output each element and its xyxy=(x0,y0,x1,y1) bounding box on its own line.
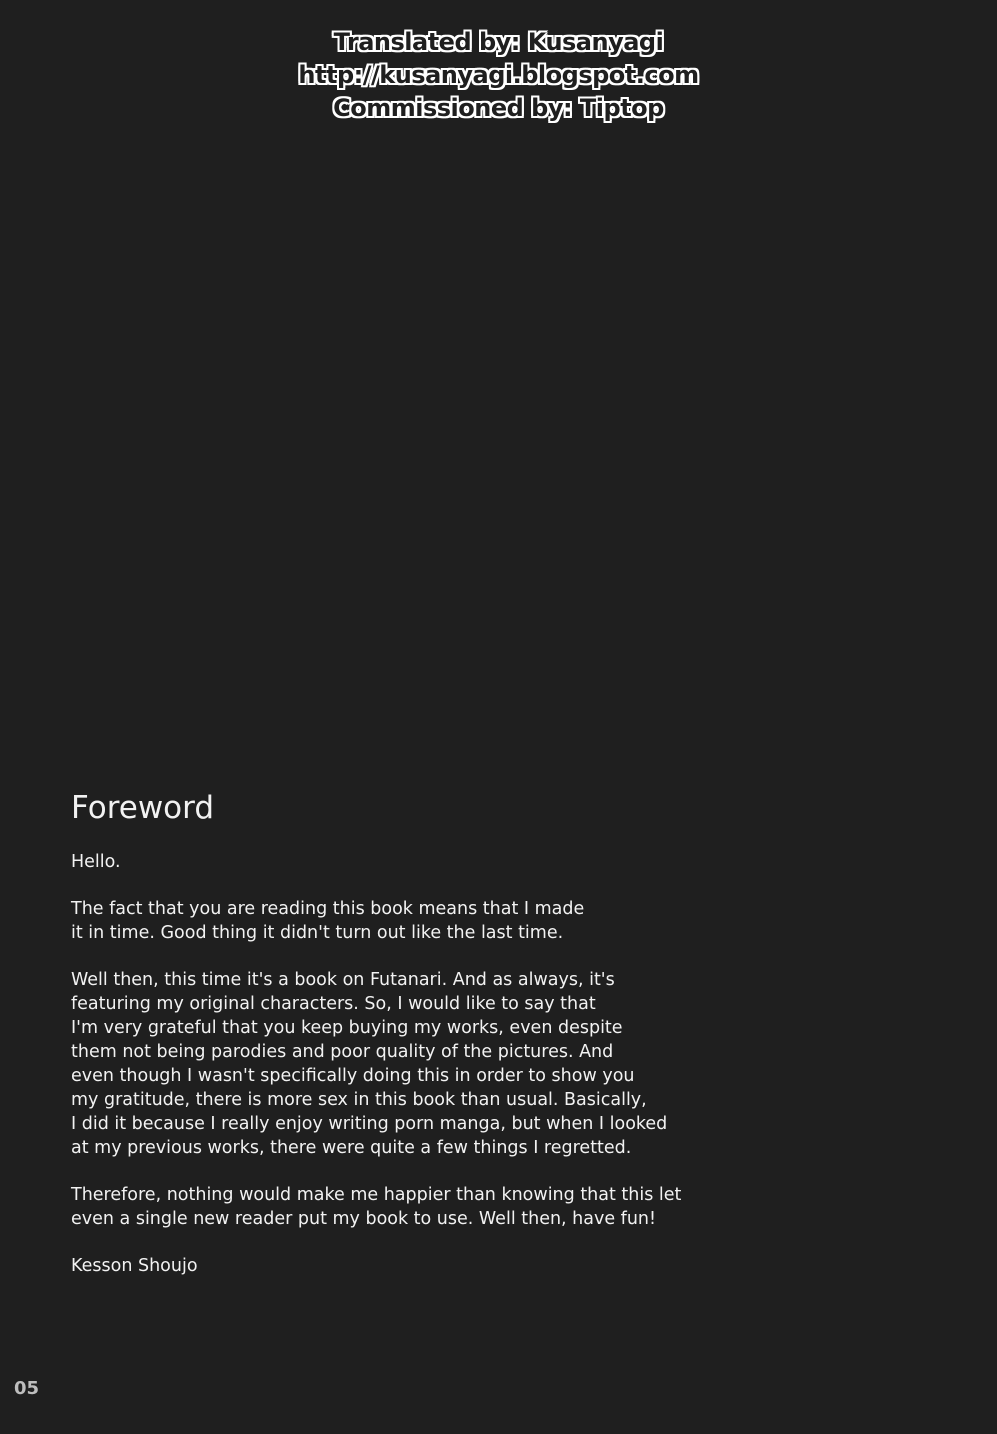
foreword-section xyxy=(71,786,731,1278)
text-line: it in time. Good thing it didn't turn out like the last time. xyxy=(71,923,564,943)
text-line: my gratitude, there is more sex in this book than usual. Basically, xyxy=(71,1090,647,1110)
translation-credits xyxy=(0,26,997,125)
author-signature: Kesson Shoujo xyxy=(71,1256,198,1276)
text-line: at my previous works, there were quite a few things I regretted. xyxy=(71,1138,632,1158)
text-line: Therefore, nothing would make me happier than knowing that this let xyxy=(71,1185,682,1205)
foreword-title: Foreword xyxy=(71,790,215,826)
translator-url: http://kusanyagi.blogspot.com xyxy=(298,61,699,89)
commission-credit: Commissioned by: Tiptop xyxy=(333,94,664,122)
text-line: The fact that you are reading this book means that I made xyxy=(71,899,585,919)
foreword-greeting: Hello. xyxy=(71,852,121,872)
text-line: Well then, this time it's a book on Futanari. And as always, it's xyxy=(71,970,615,990)
text-line: I did it because I really enjoy writing porn manga, but when I looked xyxy=(71,1114,668,1134)
text-line: I'm very grateful that you keep buying my works, even despite xyxy=(71,1018,623,1038)
foreword-paragraph-3 xyxy=(71,1183,731,1231)
page-number: 05 xyxy=(14,1378,40,1399)
translator-credit: Translated by: Kusanyagi xyxy=(333,28,664,56)
foreword-paragraph-1 xyxy=(71,897,731,945)
text-line: even though I wasn't specifically doing this in order to show you xyxy=(71,1066,635,1086)
text-line: even a single new reader put my book to use. Well then, have fun! xyxy=(71,1209,657,1229)
text-line: featuring my original characters. So, I would like to say that xyxy=(71,994,596,1014)
foreword-paragraph-2 xyxy=(71,968,731,1160)
text-line: them not being parodies and poor quality of the pictures. And xyxy=(71,1042,614,1062)
